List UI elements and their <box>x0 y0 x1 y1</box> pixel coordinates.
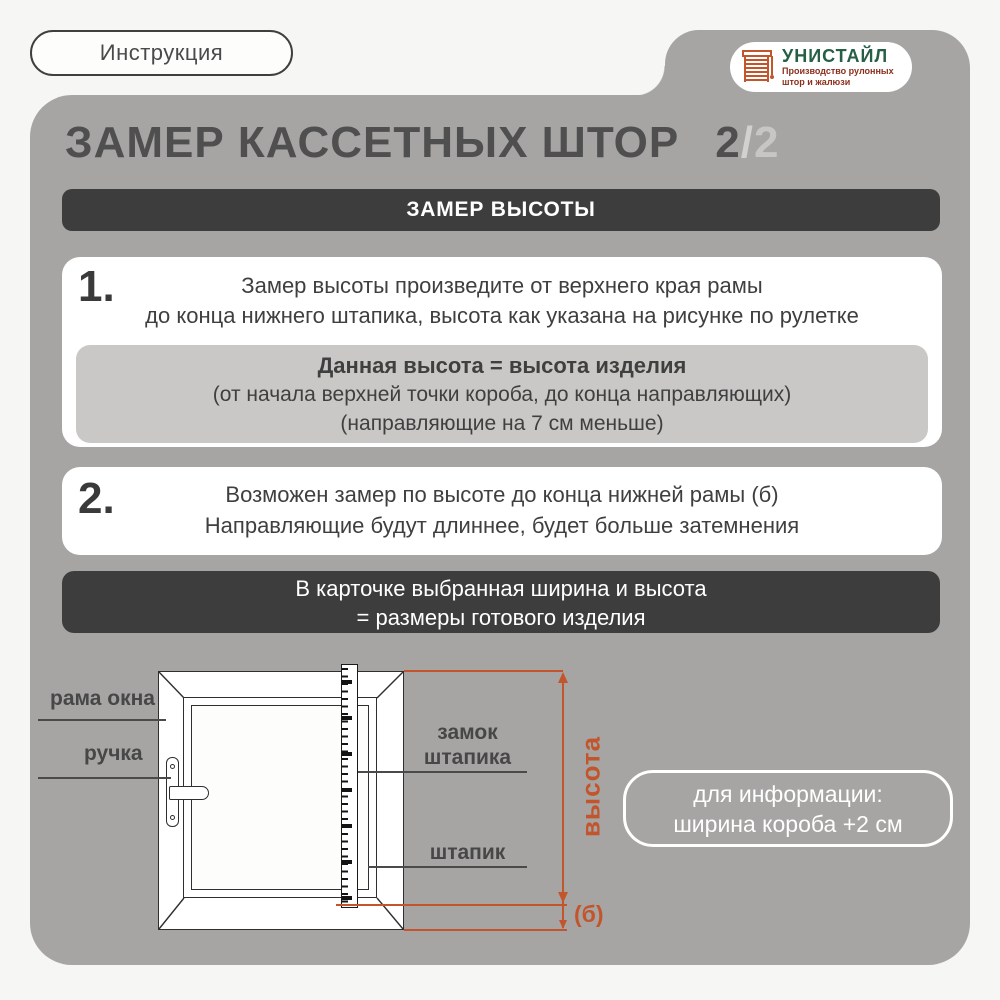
label-bead: штапик <box>429 841 506 864</box>
step1-note-box <box>76 345 928 443</box>
brand-name: УНИСТАЙЛ <box>782 46 889 66</box>
label-handle: ручка <box>84 742 143 765</box>
label-bead-lock-line2: штапика <box>423 746 512 769</box>
step2-line1: Возможен замер по высоте до конца нижней рамы (б) <box>225 482 779 507</box>
step1-note-line2: (от начала верхней точки короба, до конца направляющих) <box>212 383 792 406</box>
tab-fillet <box>635 66 665 96</box>
window-handle-grip <box>169 786 209 800</box>
summary-line1: В карточке выбранная ширина и высота <box>295 576 707 601</box>
info-box-line1: для информации: <box>693 781 883 807</box>
section-header-label: ЗАМЕР ВЫСОТЫ <box>406 198 596 221</box>
brand-logo <box>730 42 912 92</box>
label-bead-lock <box>395 720 540 770</box>
page-counter-separator: / <box>740 118 754 167</box>
step1-card <box>62 257 942 447</box>
brand-tagline-line2: штор и жалюзи <box>782 76 851 87</box>
handle-screw-icon <box>170 764 175 769</box>
step1-line2: до конца нижнего штапика, высота как указана на рисунке по рулетке <box>145 303 859 328</box>
step1-note-line3: (направляющие на 7 см меньше) <box>340 412 664 435</box>
page-counter-current: 2 <box>715 118 741 167</box>
info-box-line2: ширина короба +2 см <box>673 811 903 837</box>
brand-tagline-line1: Производство рулонных <box>782 66 894 76</box>
step1-note-bold: Данная высота = высота изделия <box>317 353 687 378</box>
measuring-tape <box>341 664 358 908</box>
label-bead-lock-line1: замок <box>437 721 498 744</box>
label-height-vertical: высота <box>575 735 606 838</box>
step2-line2: Направляющие будут длиннее, будет больше затемнения <box>204 513 800 538</box>
step1-number: 1. <box>78 262 115 311</box>
instruction-badge-button[interactable] <box>30 30 293 76</box>
step2-card <box>62 467 942 555</box>
section-header-bar <box>62 189 940 231</box>
label-window-frame: рама окна <box>50 687 155 710</box>
handle-screw-icon <box>170 815 175 820</box>
page-counter-total: 2 <box>753 118 780 167</box>
page-counter <box>715 118 779 167</box>
step1-text <box>62 257 942 331</box>
instruction-badge-label: Инструкция <box>99 40 224 65</box>
page-title: ЗАМЕР КАССЕТНЫХ ШТОР <box>65 118 680 167</box>
blinds-icon <box>741 49 775 85</box>
step1-line1: Замер высоты произведите от верхнего края рамы <box>241 273 763 298</box>
label-b-mark: (б) <box>574 901 604 927</box>
summary-bar <box>62 571 940 633</box>
step2-number: 2. <box>78 474 115 523</box>
step2-text <box>62 467 942 541</box>
brand-text-block <box>782 47 894 87</box>
summary-line2: = размеры готового изделия <box>356 605 646 630</box>
info-box <box>623 770 953 847</box>
page-title-row <box>65 118 945 168</box>
